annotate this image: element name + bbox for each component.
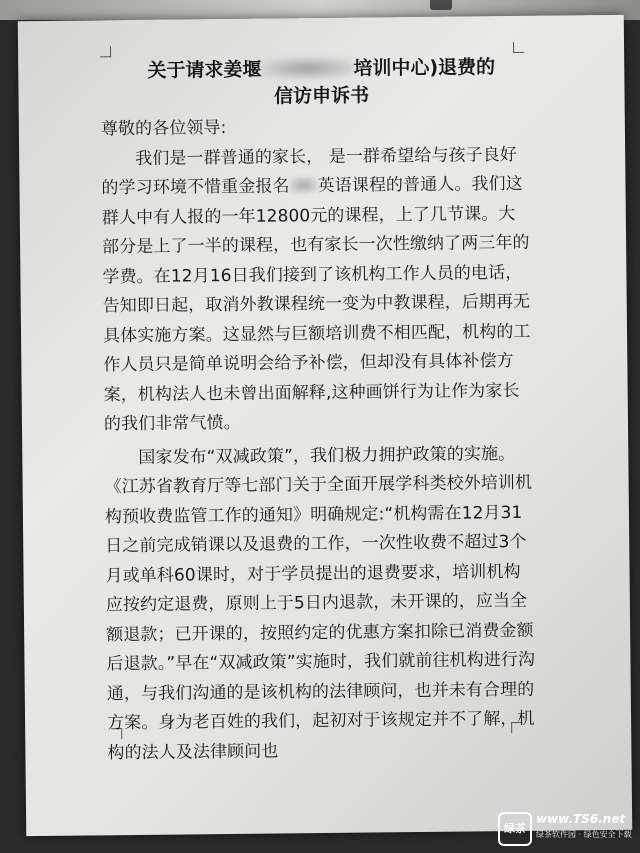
redacted-name — [261, 58, 353, 79]
watermark-url: www.TS6.net — [536, 812, 626, 826]
watermark-badge: 绿茶 — [498, 812, 532, 846]
title-line-2: 信访申诉书 — [273, 84, 370, 108]
title-part-b: 培训中心)退费的 — [353, 56, 496, 80]
margin-mark-top-left — [100, 46, 111, 57]
redacted-word — [290, 177, 318, 193]
paragraph-1-part-a: 我们是一群普通的家长， 是一群希望给与孩子良好的学习环境不惜重金报名 — [101, 144, 517, 199]
paragraph-2: 国家发布“双减政策”，我们极力拥护政策的实施。《江苏省教育厅等七部门关于全面开展学科类校外培训机构预收费监管工作的通知》明确规定:“机构需在12月31日之前完成销课以及退费的工作，一次性收费不超过3个月或单科60课时，对于学员提出的退费要求，培训机构应按约定退费，原则上于5日内退款，未开课的，应当全额退款；已开课的，按照约定的优惠方案扣除已消费金额后退款。”早在“双减政策”实施时，我们就前往机构进行沟通，与我们沟通的是该机构的法律顾问，也并未有合理的方案。身为老百姓的我们，起初对于该规定并不了解，机构的法人及法律顾问也 — [104, 443, 536, 763]
document-page — [18, 15, 633, 836]
title-part-a: 关于请求姜堰 — [147, 58, 262, 82]
salutation: 尊敬的各位领导: — [100, 118, 227, 140]
paragraph-1-part-b: 英语课程的普通人。我们这群人中有人报的一年12800元的课程，上了几节课。大部分是上了一半的课程，也有家长一次性缴纳了两三年的学费。在12月16日我们接到了该机构工作人员的电话，告知即日起，取消外教课程统一变为中教课程，后期再无具体实施方案。这显然与巨额培训费不相匹配，机构的工作人员只是简单说明会给予补偿，但却没有具体补偿方案，机构法人也未曾出面解释,这种画饼行为让作为家长的我们非常气愤。 — [101, 173, 531, 435]
watermark-subtitle: 绿茶软件园 · 绿色安全下载 — [536, 830, 632, 839]
margin-mark-top-right — [513, 42, 524, 53]
paper-clip — [430, 0, 452, 10]
document-body — [101, 111, 538, 768]
paragraph-1 — [101, 140, 534, 439]
watermark — [498, 810, 638, 846]
document-title — [18, 53, 625, 113]
